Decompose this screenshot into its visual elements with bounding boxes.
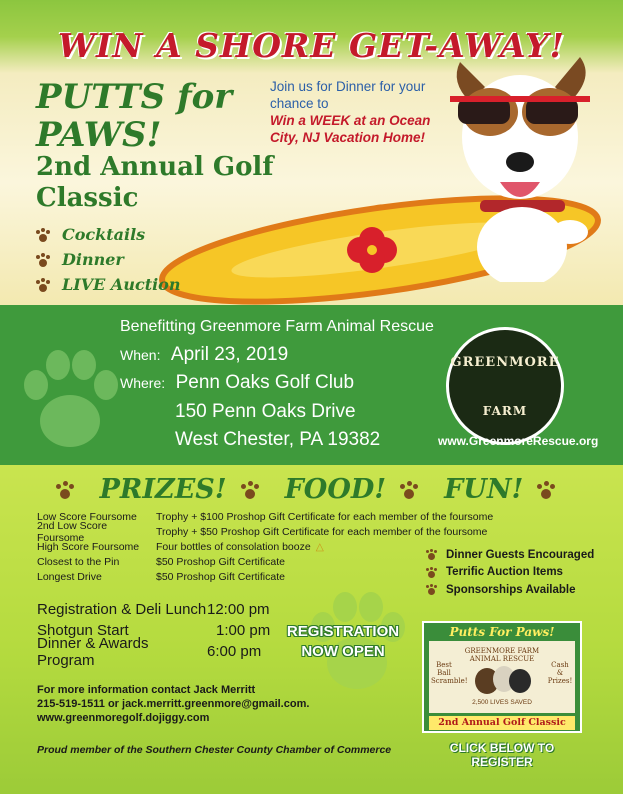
schedule	[37, 599, 271, 669]
prize-category: Low Score Foursome	[37, 510, 137, 523]
highlights-list	[36, 222, 180, 297]
prize-row	[37, 539, 493, 554]
venue-name: Penn Oaks Golf Club	[175, 372, 355, 393]
venue-address-line1: 150 Penn Oaks Drive	[175, 401, 356, 422]
when-row	[120, 344, 288, 366]
prizes-table	[37, 509, 493, 584]
highlight-item	[36, 247, 180, 272]
perk-item	[426, 581, 594, 599]
event-title: PUTTS for PAWS!	[36, 77, 233, 155]
card-banner: 2nd Annual Golf Classic	[429, 716, 575, 730]
prize-row	[37, 519, 493, 544]
prize-description: Trophy + $100 Proshop Gift Certificate for each member of the foursome	[156, 510, 494, 523]
schedule-time: 1:00 pm	[216, 622, 271, 639]
paw-icon	[36, 253, 50, 267]
paw-icon	[36, 278, 50, 292]
headline: WIN A SHORE GET-AWAY!	[57, 26, 566, 65]
logo-bottom-text: FARM	[482, 403, 528, 418]
registration-line2: NOW OPEN	[301, 643, 385, 660]
promo-text	[270, 78, 440, 146]
perk-label: Sponsorships Available	[446, 583, 576, 596]
schedule-time: 6:00 pm	[207, 643, 262, 660]
tagline-fun: FUN!	[444, 474, 524, 505]
schedule-time: 12:00 pm	[207, 601, 270, 618]
event-date: April 23, 2019	[170, 344, 289, 365]
tagline-row	[0, 474, 623, 505]
contact-line: For more information contact Jack Merritt	[37, 684, 256, 696]
highlight-item	[36, 272, 180, 297]
dogs-photo-icon	[472, 661, 532, 695]
paw-icon	[426, 584, 437, 595]
chamber-membership: Proud member of the Southern Chester County Chamber of Commerce	[37, 744, 392, 756]
prize-row	[37, 554, 493, 569]
card-panel	[429, 641, 575, 713]
logo-top-text: GREENMORE	[450, 354, 560, 370]
bottle-icon: △	[315, 540, 324, 553]
contact-info	[37, 683, 309, 725]
card-lives-text: 2,500 LIVES SAVED	[472, 699, 532, 706]
perk-item	[426, 564, 594, 582]
promo-prize: Win a WEEK at an Ocean City, NJ Vacation Home!	[270, 113, 431, 145]
prize-category: High Score Foursome	[37, 540, 140, 553]
highlight-label: Cocktails	[62, 225, 146, 244]
paw-icon	[426, 567, 437, 578]
tagline-prizes: PRIZES!	[99, 474, 227, 505]
paw-icon	[56, 481, 74, 499]
highlight-label: LIVE Auction	[62, 275, 181, 294]
website-link[interactable]: www.GreenmoreRescue.org	[438, 434, 599, 448]
promo-intro: Join us for Dinner for your chance to	[270, 79, 426, 111]
schedule-item: Registration & Deli Lunch	[37, 601, 207, 618]
highlight-item	[36, 222, 180, 247]
when-label: When:	[120, 347, 161, 363]
tagline-food: FOOD!	[284, 474, 387, 505]
registration-open-notice	[283, 622, 403, 662]
contact-phone-email[interactable]: 215-519-1511 or jack.merritt.greenmore@gmail.com.	[37, 698, 310, 710]
paw-icon	[400, 481, 418, 499]
perk-item	[426, 546, 594, 564]
greenmore-farm-logo	[446, 327, 564, 445]
event-subtitle: 2nd Annual Golf Classic	[36, 152, 274, 213]
perk-label: Terrific Auction Items	[446, 566, 563, 579]
registration-website-link[interactable]: www.greenmoregolf.dojiggy.com	[37, 712, 210, 724]
paw-icon	[537, 481, 555, 499]
register-link[interactable]: CLICK BELOW TO REGISTER	[449, 741, 555, 769]
prize-row	[37, 569, 493, 584]
paw-icon	[36, 228, 50, 242]
prize-description: Four bottles of consolation booze	[156, 540, 311, 553]
where-label: Where:	[120, 375, 166, 391]
card-left-text: Best Ball Scramble!	[431, 661, 468, 685]
prize-description: $50 Proshop Gift Certificate	[156, 570, 285, 583]
schedule-row	[37, 599, 270, 620]
paw-icon	[426, 549, 437, 560]
dog-illustration	[430, 42, 610, 282]
prize-description: Trophy + $50 Proshop Gift Certificate for each member of the foursome	[156, 525, 488, 538]
prize-category: 2nd Low Score Foursome	[37, 519, 108, 544]
prize-description: $50 Proshop Gift Certificate	[156, 555, 285, 568]
where-row	[120, 372, 354, 394]
benefitting-text: Benefitting Greenmore Farm Animal Rescue	[120, 318, 434, 335]
paw-icon	[241, 481, 259, 499]
schedule-item: Shotgun Start	[37, 622, 129, 639]
prize-category: Longest Drive	[37, 570, 102, 583]
register-card-image[interactable]	[422, 621, 582, 733]
registration-line1: REGISTRATION	[286, 623, 400, 640]
schedule-row	[37, 634, 270, 669]
card-title: Putts For Paws!	[449, 625, 555, 639]
venue-address-line2: West Chester, PA 19382	[175, 429, 381, 450]
perk-label: Dinner Guests Encouraged	[446, 548, 595, 561]
card-farm-text: GREENMORE FARM ANIMAL RESCUE	[464, 647, 540, 663]
schedule-item: Dinner & Awards Program	[37, 634, 149, 669]
prize-category: Closest to the Pin	[37, 555, 120, 568]
perks-list	[426, 546, 594, 599]
card-right-text: Cash & Prizes!	[547, 661, 573, 685]
highlight-label: Dinner	[62, 250, 124, 269]
paw-watermark-icon	[18, 343, 118, 453]
